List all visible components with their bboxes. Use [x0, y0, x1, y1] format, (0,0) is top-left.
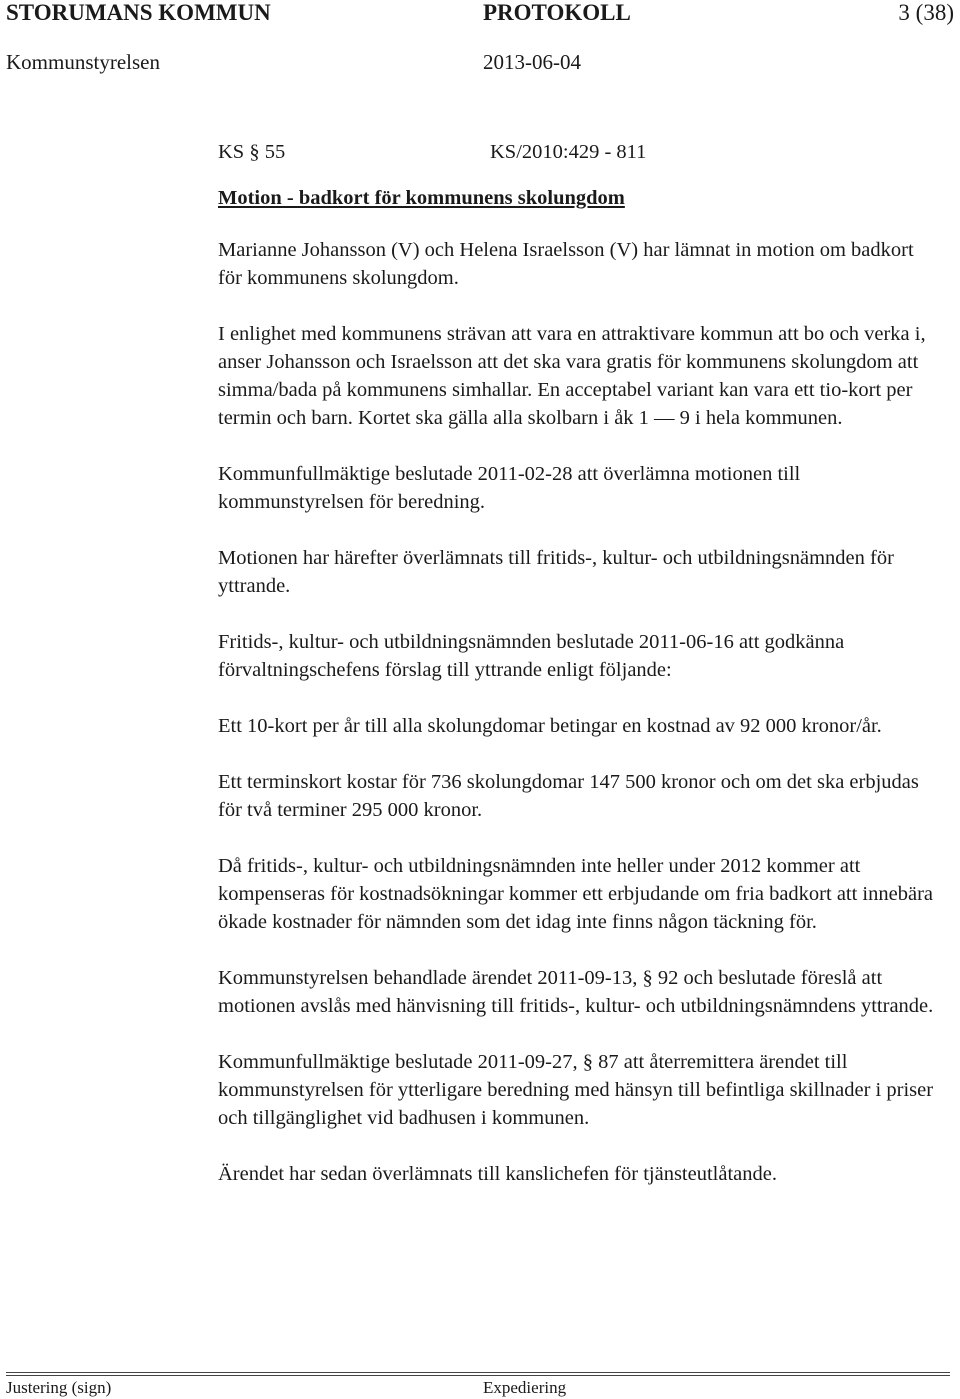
org-name: STORUMANS KOMMUN: [6, 0, 271, 25]
dispatch-label: Expediering: [483, 1378, 567, 1397]
paragraph: Ett terminskort kostar för 736 skolungdomar 147 500 kronor och om det ska erbjudas för två terminer 295 000 kronor.: [218, 771, 919, 821]
paragraph: Kommunstyrelsen behandlade ärendet 2011-09-13, § 92 och beslutade föreslå att motionen avslås med hänvisning till fritids-, kultur- och utbildningsnämndens yttrande.: [218, 967, 934, 1017]
page-footer: [0, 1378, 960, 1399]
paragraph: Marianne Johansson (V) och Helena Israelsson (V) har lämnat in motion om badkort för kommunens skolungdom.: [218, 239, 914, 289]
page-header-top: [0, 0, 960, 28]
case-number: KS/2010:429 - 811: [490, 141, 647, 163]
footer-divider: [6, 1375, 950, 1376]
page-number: 3 (38): [898, 0, 954, 25]
paragraph: Då fritids-, kultur- och utbildningsnämnden inte heller under 2012 kommer att kompenseras för kostnadsökningar kommer ett erbjudande om fria badkort att innebära ökade kostnader för nämnden som det idag inte finns någon täckning för.: [218, 855, 933, 933]
item-reference: [218, 130, 934, 163]
protocol-content: [218, 130, 934, 1216]
signature-label: Justering (sign): [6, 1378, 112, 1397]
body-name: Kommunstyrelsen: [6, 50, 160, 74]
paragraph: I enlighet med kommunens strävan att vara en attraktivare kommun att bo och verka i, anser Johansson och Israelsson att det ska vara gratis för kommunens skolungdom att simma/bada på kommunens simhallar. En acceptabel variant kan vara ett tio-kort per termin och barn. Kortet ska gälla alla skolbarn i åk 1 — 9 i hela kommunen.: [218, 323, 926, 429]
item-title: Motion - badkort för kommunens skolungdom: [218, 187, 625, 209]
paragraph: Fritids-, kultur- och utbildningsnämnden beslutade 2011-06-16 att godkänna förvaltningschefens förslag till yttrande enligt följande:: [218, 631, 845, 681]
paragraph: Kommunfullmäktige beslutade 2011-02-28 att överlämna motionen till kommunstyrelsen för beredning.: [218, 463, 801, 513]
paragraph: Kommunfullmäktige beslutade 2011-09-27, § 87 att återremittera ärendet till kommunstyrelsen för ytterligare beredning med hänsyn till befintliga skillnader i priser och tillgänglighet vid badhusen i kommunen.: [218, 1051, 934, 1129]
doc-type: PROTOKOLL: [483, 0, 631, 25]
footer-divider: [6, 1372, 950, 1373]
paragraph: Motionen har härefter överlämnats till fritids-, kultur- och utbildningsnämnden för yttrande.: [218, 547, 894, 597]
paragraph: Ärendet har sedan överlämnats till kanslichefen för tjänsteutlåtande.: [218, 1163, 777, 1185]
item-number: KS § 55: [218, 141, 286, 163]
paragraph: Ett 10-kort per år till alla skolungdomar betingar en kostnad av 92 000 kronor/år.: [218, 715, 882, 737]
page-header-sub: [0, 50, 960, 76]
meeting-date: 2013-06-04: [483, 50, 581, 74]
